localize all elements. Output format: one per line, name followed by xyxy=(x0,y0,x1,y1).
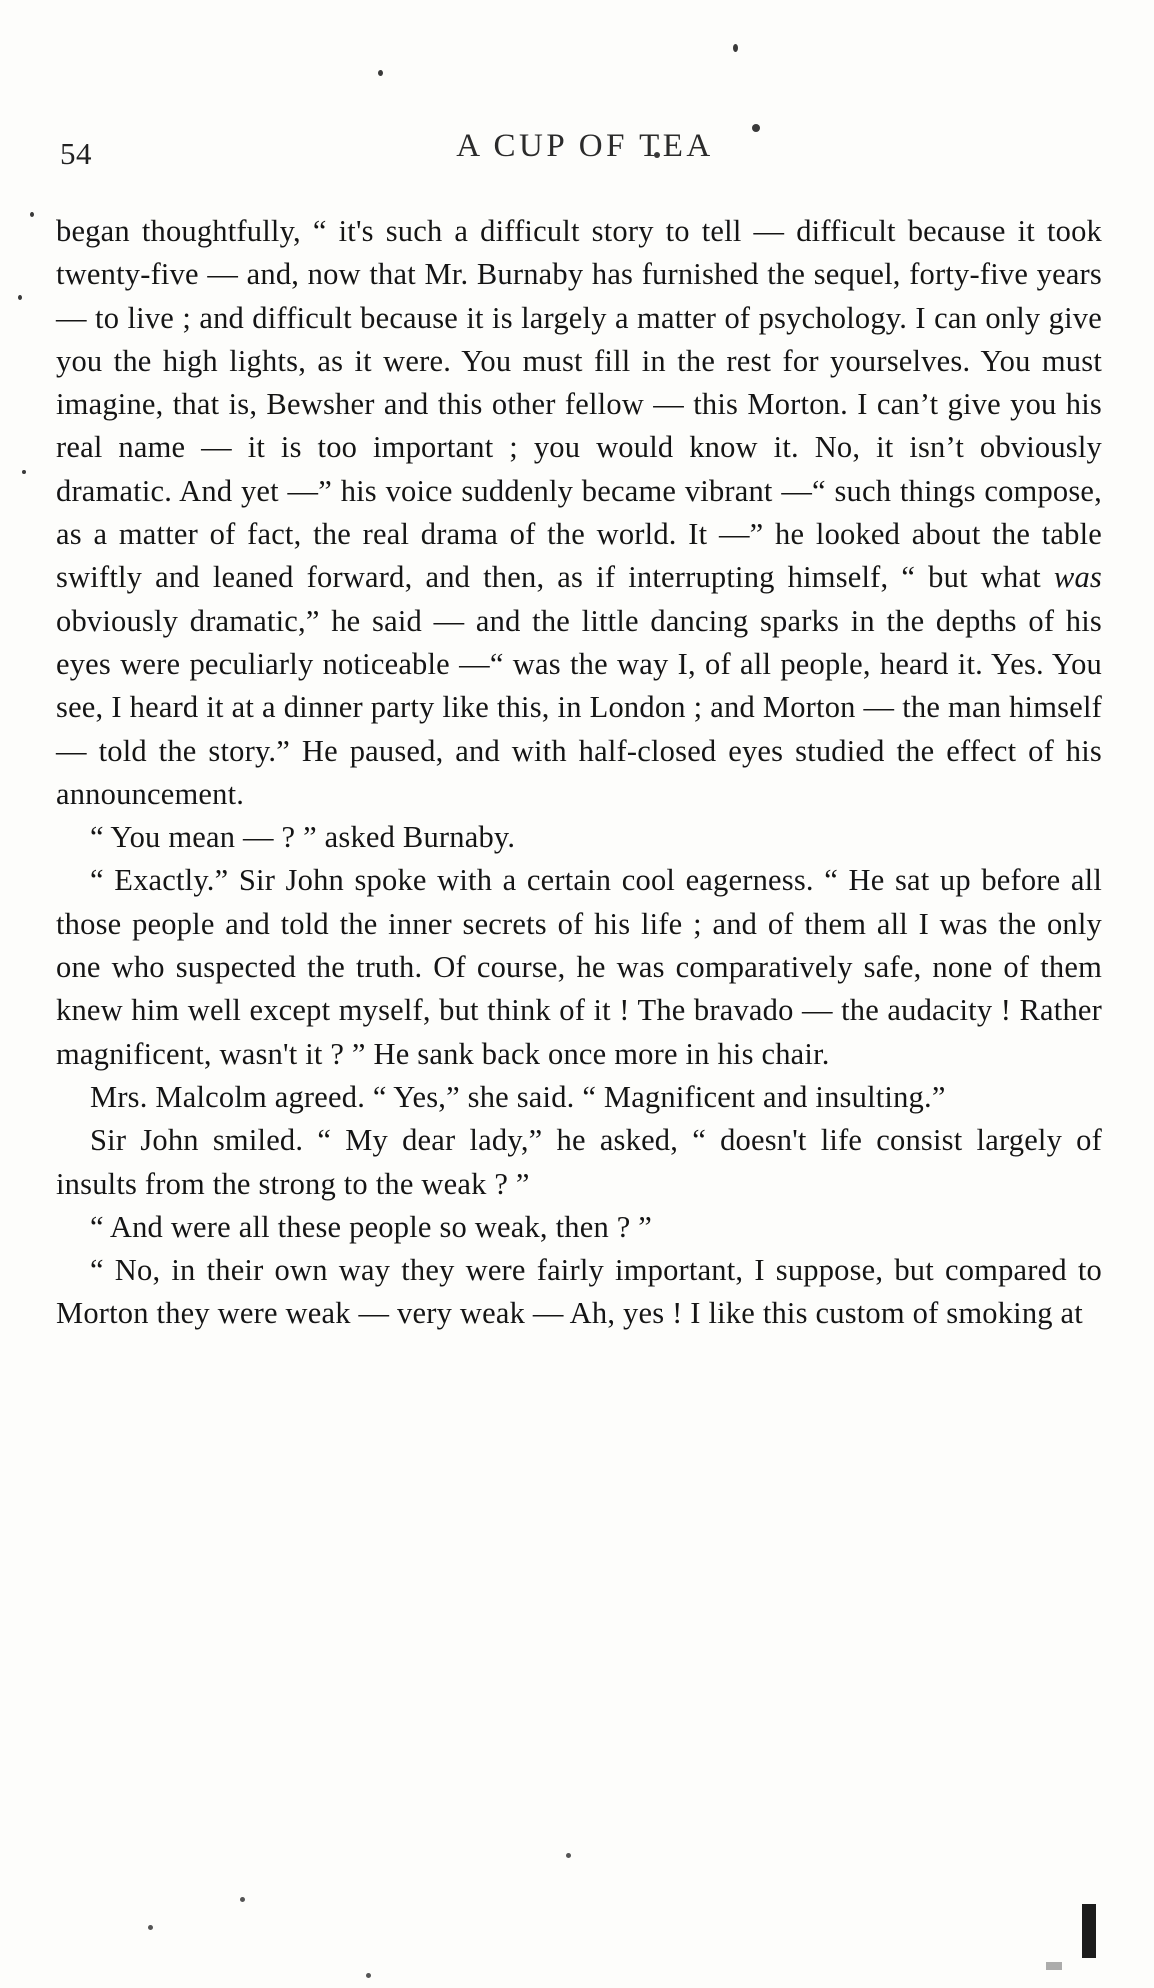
scan-speck xyxy=(566,1853,571,1858)
page-header xyxy=(60,128,1090,172)
scan-speck xyxy=(733,44,738,52)
paragraph: Mrs. Malcolm agreed. “ Yes,” she said. “ Magnificent and insulting.” xyxy=(90,1079,946,1114)
page-number: 54 xyxy=(60,136,92,171)
scan-speck xyxy=(18,295,22,300)
scan-speck xyxy=(22,470,26,474)
paragraph: began thoughtfully, “ it's such a difficult story to tell — difficult because it took twenty-five — and, now that Mr. Burnaby has furnished the sequel, forty-five years — to live ; and difficult because it is largely a matter of psychology. I can only give you the high lights, as it were. You must fill in the rest for yourselves. You must imagine, that is, Bewsher and this other fellow — this Morton. I can’t give you his real name — it is too important ; you would know it. No, it isn’t obviously dramatic. And yet —” his voice suddenly became vibrant —“ such things compose, as a matter of fact, the real drama of the world. It —” he looked about the table swiftly and leaned forward, and then, as if interrupting himself, “ but what was obviously dramatic,” he said — and the little dancing sparks in the depths of his eyes were peculiarly noticeable —“ was the way I, of all people, heard it. Yes. You see, I heard it at a dinner party like this, in London ; and Morton — the man himself — told the story.” He paused, and with half-closed eyes studied the effect of his announcement. xyxy=(56,214,1102,811)
scan-speck xyxy=(240,1897,245,1902)
paragraph: “ No, in their own way they were fairly important, I suppose, but compared to Morton they were weak — very weak — Ah, yes ! I like this custom of smoking at xyxy=(56,1253,1102,1331)
running-title: A CUP OF TEA xyxy=(456,128,714,164)
scan-speck xyxy=(366,1973,371,1978)
scan-speck xyxy=(148,1925,153,1930)
page-body xyxy=(56,210,1102,1336)
scan-speck xyxy=(378,70,383,76)
paragraph: “ Exactly.” Sir John spoke with a certain cool eagerness. “ He sat up before all those people and told the inner secrets of his life ; and of them all I was the only one who suspected the truth. Of course, he was comparatively safe, none of them knew him well except myself, but think of it ! The bravado — the audacity ! Rather magnificent, wasn't it ? ” He sank back once more in his chair. xyxy=(56,863,1102,1071)
paragraph: “ You mean — ? ” asked Burnaby. xyxy=(90,820,516,855)
paragraph: Sir John smiled. “ My dear lady,” he asked, “ doesn't life consist largely of insults from the strong to the weak ? ” xyxy=(56,1123,1102,1201)
scan-edge-mark xyxy=(1082,1904,1096,1958)
scan-smudge xyxy=(1046,1962,1062,1970)
paragraph: “ And were all these people so weak, then ? ” xyxy=(90,1209,653,1244)
scan-speck xyxy=(30,212,34,217)
